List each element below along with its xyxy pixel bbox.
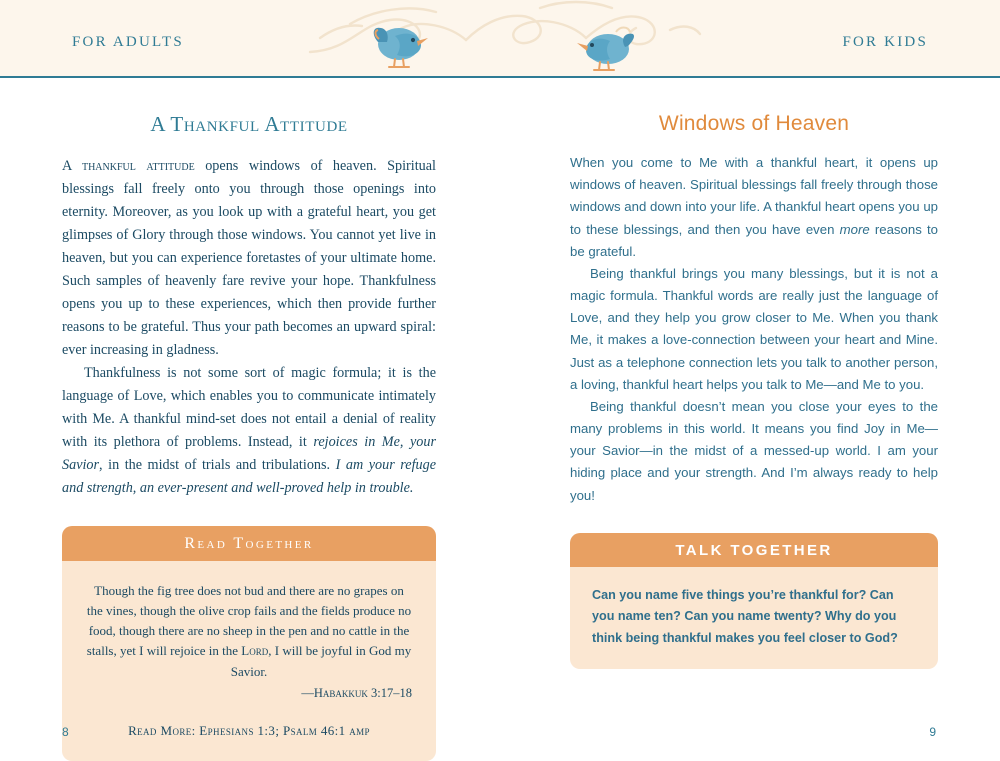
decorative-swirls-icon — [290, 0, 710, 74]
read-together-box — [62, 526, 436, 761]
right-page-title: Windows of Heaven — [658, 112, 850, 135]
blue-bird-icon — [570, 24, 642, 74]
read-more-line: Read More: Ephesians 1:3; Psalm 46:1 amp — [128, 723, 370, 739]
page-number-right: 9 — [929, 725, 936, 740]
right-paragraph-2: Being thankful brings you many blessings, but it is not a magic formula. Thankful words are really just the language of Love, and they help you grow closer to Me. When you thank Me, it makes a love-connection between your heart and Mine. Just as a telephone connection lets you talk to another person, a loving, thankful heart helps you talk to Me—and Me to you. — [570, 265, 938, 392]
header-label-kids: FOR KIDS — [842, 34, 928, 50]
right-page — [500, 78, 1000, 761]
read-together-body — [62, 561, 436, 761]
verse-text: Though the fig tree does not bud and there are no grapes on the vines, though the olive crop fails and the fields produce no food, though there are no sheep in the pen and no cattle in the stalls, yet I will rejoice in the Lord, I will be joyful in God my Savior. — [86, 583, 412, 679]
talk-together-body: Can you name five things you’re thankful for? Can you name ten? Can you name twenty? Why do you think being thankful makes you feel closer to God? — [570, 567, 938, 669]
left-page-title: A Thankful Attitude — [150, 112, 348, 136]
talk-together-header: TALK TOGETHER — [570, 533, 938, 567]
left-paragraph-1: A thankful attitude opens windows of heaven. Spiritual blessings fall freely onto you through those openings into eternity. Moreover, as you look up with a grateful heart, you get glimpses of Glory through those windows. You cannot yet live in heaven, but you can experience foretastes of your ultimate home. Such samples of heavenly fare revive your hope. Thankfulness opens you up to these experiences, which then provide further reasons to be grateful. Thus your path becomes an upward spiral: ever increasing in gladness. — [62, 158, 436, 358]
talk-together-box — [570, 533, 938, 669]
header-label-adults: FOR ADULTS — [72, 34, 184, 50]
left-paragraph-2: Thankfulness is not some sort of magic formula; it is the language of Love, which enables you to communicate intimately with Me. A thankful mind-set does not entail a denial of reality with its plethora of problems. Instead, it rejoices in Me, your Savior, in the midst of trials and tribulations. I am your refuge and strength, an ever-present and well-proved help in trouble. — [62, 365, 436, 496]
spread-content — [0, 78, 1000, 761]
page-number-left: 8 — [62, 725, 69, 740]
left-page — [0, 78, 500, 761]
right-paragraph-3: Being thankful doesn’t mean you close your eyes to the many problems in this world. It means you find Joy in Me—your Savior—in the midst of a messed-up world. I am your hiding place and your strength. And I’m always ready to help you! — [570, 398, 938, 503]
page-header-band — [0, 0, 1000, 78]
verse-reference: —Habakkuk 3:17–18 — [301, 685, 412, 700]
blue-bird-icon — [365, 18, 437, 72]
read-together-header: Read Together — [62, 526, 436, 561]
right-paragraph-1: When you come to Me with a thankful heart, it opens up windows of heaven. Spiritual blessings fall freely through those windows and down into your life. A thankful heart opens you up to these blessings, and then you have even more reasons to be grateful. — [570, 155, 938, 259]
